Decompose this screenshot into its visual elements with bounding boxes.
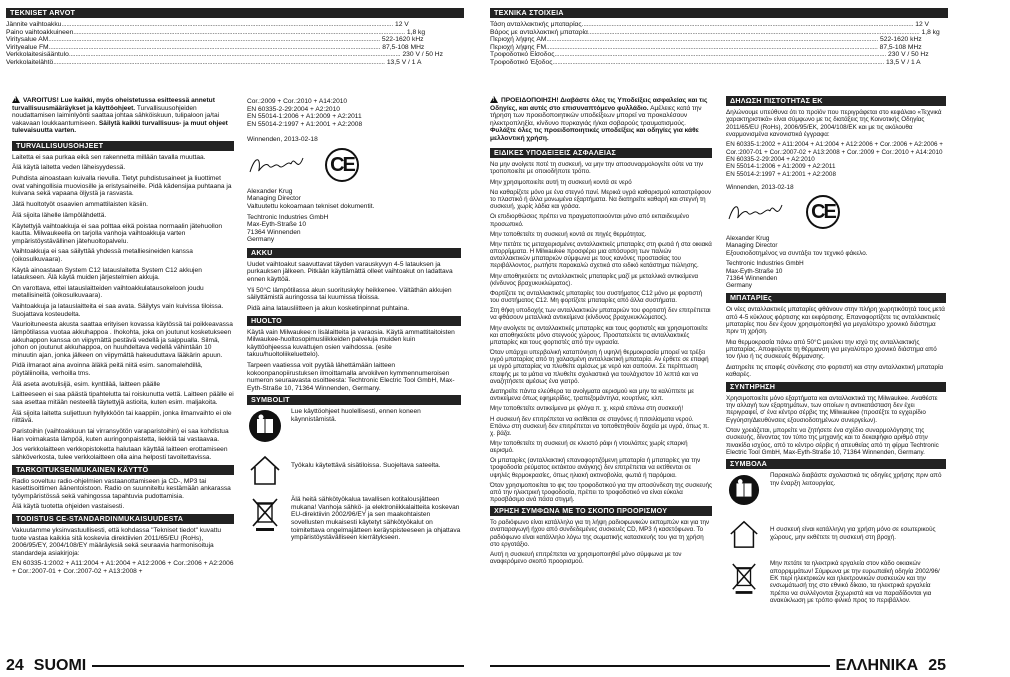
spec-row — [490, 51, 948, 59]
spec-label: Verkkolaitesisääntulo — [6, 51, 69, 59]
spec-row — [490, 44, 948, 52]
safety-paragraph: Käytettyjä vaihtoakkuja ei saa polttaa eikä poistaa normaalin jätehuollon kautta. Milwaukeella on tarjolla vanhoja vaihtoakkuja varten ympäristöystävällinen jätehuoltopalvelu. — [12, 222, 223, 245]
address-line-gr: 71364 Winnenden — [726, 274, 778, 282]
warning-block-gr — [490, 96, 712, 142]
spec-value: 12 V — [915, 21, 930, 28]
signer-gr: Alexander Krug Managing Director — [726, 235, 778, 250]
safety-paragraph-gr: Μην τοποθετείτε τη συσκευή κοντά σε πηγές θερμότητας. — [490, 230, 647, 238]
indoor-house-icon — [247, 452, 283, 488]
address — [247, 214, 461, 244]
battery-text-gr-3: Διατηρείτε τις επαφές σύνδεσης στο φορτιστή και στην ανταλλακτική μπαταρία καθαρές. — [726, 363, 944, 379]
signer: Alexander Krug Managing Director — [247, 187, 301, 203]
spec-row — [6, 36, 464, 44]
symbol-text-weee: Älä heitä sähkötyökalua tavallisen kotitalousjätteen mukana! Vanhoja sähkö- ja elektroniikkalaitteita koskevan EU-direktiivin 2002/96/EY ja sen maakohtaisten sovellusten mukaisesti käytetyt sähkötyökalut on toimitettava ongelmajätteen keräyspisteeseen ja ohjattava ympäristöystävälliseen kierrätykseen. — [291, 496, 461, 542]
warning-body: Turvallisuusohjeiden noudattamisen laiminlyönti saattaa johtaa sähköiskuun, tulipaloon ja/tai vakavaan loukkaantumiseen. — [12, 104, 220, 127]
intended-use-block-gr — [490, 519, 712, 565]
symbol-text-manual: Lue käyttöohjeet huolellisesti, ennen koneen käynnistämistä. — [291, 408, 421, 423]
safety-paragraph: Vaihtoakkuja ja latauslaitteita ei saa avata. Säilytys vain kuivissa tiloissa. Suojattava kosteudelta. — [12, 303, 224, 318]
maintenance-text-1: Käytä vain Milwaukee:n lisälaitteita ja varaosia. Käytä ammattitaitoisten Milwaukee-huoltosopimusliikkeiden palveluja muiden kuin käyttöohjeessa kuvattujen osien vaihdossa. (esite takuu/huoltoliikeluettelo). — [247, 328, 455, 359]
symbols-heading-gr: ΣΥΜΒΟΛΑ — [726, 459, 946, 469]
safety-paragraph-gr: Να μην ανοίγετε ποτέ τη συσκευή, να μην την αποσυναρμολογείτε ούτε να την τροποποιείτε με οποιοδήποτε τρόπο. — [490, 161, 704, 176]
symbol-row-manual-gr — [726, 472, 946, 508]
right-page — [490, 8, 948, 656]
safety-heading: TURVALLISUUSOHJEET — [12, 141, 234, 151]
left-column-2 — [247, 98, 461, 550]
spec-dots: ........................................................................................................................................................................................................ — [546, 36, 878, 44]
address-line-gr: Techtronic Industries GmbH — [726, 260, 804, 268]
safety-paragraph: Jos verkkolaitteen verkkopistoketta halutaan käyttää laitteen erottamiseen sähköverkosta, tulee verkkolaitteen olla aina helposti tavoitettavissa. — [12, 446, 228, 461]
footer-rule-left — [50, 665, 464, 667]
battery-heading-gr: ΜΠΑΤΑΡΙΕς — [726, 293, 946, 303]
footer-right — [830, 656, 946, 675]
address-line: 71364 Winnenden — [247, 228, 301, 236]
crossed-bin-icon-gr — [726, 560, 762, 596]
spec-dots: ........................................................................................................................................................................................................ — [53, 58, 385, 66]
ce-text: Vakuutamme yksinvastuullisesti, että kohdassa "Tekniset tiedot" kuvattu tuote vastaa kaikkia sitä koskevia direktiivien 2011/65/EU (RoHs), 2006/95/EY, 2004/108/EY määräyksiä sekä seuraavia harmonisoituja standardeja asiakirjoja: — [12, 527, 222, 557]
spec-dots: ........................................................................................................................................................................................................ — [552, 58, 885, 66]
safety-paragraph-gr: Μην ανοίγετε τις ανταλλακτικές μπαταρίες και τους φορτιστές και χρησιμοποιείτε και αποθηκεύετε μόνο στεγνούς χώρους. Προστατεύετε τις ανταλλακτικές μπαταρίες και τους φορτιστές από την υγρασία. — [490, 324, 708, 346]
safety-paragraph-gr: Οι επιδιορθώσεις πρέπει να πραγματοποιούνται μόνο από εκπαιδευμένο προσωπικό. — [490, 213, 690, 228]
safety-paragraph-gr: Μην τοποθετείτε αντικείμενα με φλόγα π. χ. κεριά επάνω στη συσκευή! — [490, 405, 684, 413]
battery-heading: AKKU — [247, 248, 461, 258]
ce-standard-line: Cor.:2009 + Cor.:2010 + A14:2010 — [247, 98, 348, 105]
safety-paragraph: Älä sijoita lähelle lämpölähdettä. — [12, 211, 107, 219]
ce-mark-icon-gr: CE — [806, 195, 840, 229]
maintenance-text-gr-1: Χρησιμοποιείτε μόνο εξαρτήματα και ανταλλακτικά της Milwaukee. Αναθέστε την αλλαγή των εξαρτημάτων, των οποίων η αντικατάσταση δεν έχει περιγραφεί, σ' ένα κέντρο σέρβις της Milwaukee (προσέξτε το εγχειρίδιο Εγγύηση/Διευθύνσεις εξουσιοδοτημένων συνεργείων). — [726, 394, 938, 424]
safety-paragraph: Älä aseta avotulisijä, esim. kynttilää, laitteen päälle — [12, 380, 161, 388]
spec-value: 13,5 V / 1 A — [886, 58, 921, 66]
warning-tail-gr: Φυλάξτε όλες τις προειδοποιητικές υποδείξεις και οδηγίες για κάθε μελλοντική χρήση. — [490, 127, 699, 142]
signature-row — [247, 148, 461, 182]
safety-paragraph-gr: Να καθαρίζετε μόνο με ένα στεγνό πανί. Μερικά υγρά καθαρισμού καταστρέφουν το πλαστικό ή άλλα μονωμένα εξαρτήματα. Να διατηρείτε καθαρή και στεγνή τη συσκευή, χωρίς λάδια και γράσα. — [490, 188, 712, 211]
intended-use-heading-gr: ΧΡΗΣΗ ΣΥΜΦΩΝΑ ΜΕ ΤΟ ΣΚΟΠΟ ΠΡΟΟΡΙΣΜΟΥ — [490, 506, 712, 516]
symbol-row-indoor — [247, 452, 461, 488]
signature-image — [247, 152, 307, 178]
symbol-text-weee-gr: Μην πετάτε τα ηλεκτρικά εργαλεία στον κάδο οικιακών απορριμμάτων! Σύμφωνα με την ευρωπαϊκή οδηγία 2002/96/ ΕΚ περί ηλεκτρικών και ηλεκτρονικών συσκευών και την ενσωμάτωσή της στο εθνικό δίκαιο, τα ηλεκτρικά εργαλεία πρέπει να συλλέγονται ξεχωριστά και να παραδίδονται για ανακύκλωση με τρόπο φιλικό προς το περιβάλλον. — [770, 560, 940, 604]
safety-paragraph-gr: Μην αποθηκεύετε τις ανταλλακτικές μπαταρίες μαζί με μεταλλικά αντικείμενα (κίνδυνος βραχυκυκλώματος). — [490, 272, 699, 287]
safety-paragraph: Vaurioituneesta akusta saattaa erityisen kovassa käytössä tai poikkeavassa lämpötilassa vuotaa akkuhappoa . Ihokohta, joka on joutunut kosketukseen akkuhappon kanssa on viipymättä pestävä vedellä ja saippualla. Silmä, johon on joutunut akkuhappoa, on huuhdeltava vedellä vähintään 10 minuutin ajan, jonka jälkeen on viipymättä hakeuduttava lääkärin apuun. — [12, 321, 233, 359]
intended-use-text: Radio soveltuu radio-ohjelmien vastaanottamiseen ja CD-, MP3 tai kasettisoittimen äänentoistoon. Radio on suunniteltu kestämään ankarassa työympäristössä sekä vahingossa tapahtuvia pudottamisia. — [12, 477, 231, 500]
symbol-text-manual-gr: Παρακαλώ διαβάστε σχολαστικά τις οδηγίες χρήσης πριν από την έναρξη λειτουργίας. — [770, 472, 942, 487]
safety-list — [12, 154, 234, 462]
maintenance-heading: HUOLTO — [247, 316, 461, 326]
ce-standards-gr — [726, 141, 946, 177]
intended-use-text-gr: Το ραδιόφωνο είναι κατάλληλο για τη λήψη ραδιοφωνικών εκπομπών και για την αναπαραγωγή ήχου από συνδεδεμένες συσκευές CD, MP3 ή κασετόφωνα. Το ραδιόφωνο είναι κατάλληλο λόγω της σωματικής κατασκευής του για τη χρήση στο εργοτάξιο. — [490, 519, 710, 548]
spec-dots: ........................................................................................................................................................................................................ — [546, 43, 878, 51]
safety-paragraph-gr: Μην τοποθετείτε τη συσκευή σε κλειστό ράφι ή ντουλάπες χωρίς επαρκή αερισμό. — [490, 440, 688, 455]
spec-row — [490, 21, 948, 29]
authorized-text-gr: Εξουσιοδοτημένος να συντάξει τον τεχνικό φάκελο. — [726, 249, 868, 257]
spec-label: Verkkolaitelähtö — [6, 58, 54, 66]
spec-label: Περιοχή λήψης AM — [490, 36, 547, 44]
spec-label: Τροφοδοτικό Είσοδος — [490, 51, 555, 59]
spec-row — [6, 51, 464, 59]
battery-text-gr-2: Μια θερμοκρασία πάνω από 50°C μειώνει την ισχύ της ανταλλακτικής μπαταρίας. Αποφεύγετε τη θέρμανση για μεγαλύτερο χρονικό διάστημα από τον ήλιο ή τις συσκευές θέρμανσης. — [726, 338, 937, 361]
safety-list-gr — [490, 161, 712, 503]
safety-paragraph: Vaihtoakkuja ei saa säilyttää yhdessä metalliesineiden kanssa (oikosulkuvaara). — [12, 248, 193, 263]
language-label-left: SUOMI — [34, 657, 92, 675]
ce-text-gr: Δηλώνουμε υπεύθυνα ότι το προϊόν που περιγράφεται στο κεφάλαιο «Τεχνικά χαρακτηριστικά» είναι σύμφωνο με τις διατάξεις της Κοινοτικής Οδηγίας 2011/65/EU (RoHs), 2006/95/EK, 2004/108/EK και με τις ακόλουθα εναρμονισμένα κανονιστικά έγγραφα: — [726, 109, 942, 138]
address-gr — [726, 260, 946, 289]
safety-paragraph: Paristoihin (vaihtoakkuun tai virransyötön varaparistoihin) ei saa kohdistua liian voimakasta lämpöä, kuten auringonpaistetta, liekkiä tai vastaavaa. — [12, 427, 229, 443]
maintenance-text-gr-2: Όταν χρειάζεται, μπορείτε να ζητήσετε ένα σχέδιο συναρμολόγησης της συσκευής, δίνοντας τον τύπο της μηχανής και το δεκαψήφιο αριθμό στην πινακίδα ισχύος, από το κέντρο σέρβις ή απευθείας από τη φίρμα Techtronic Electric Tool GmbH, Max-Eyth-Straße 10, 71364 Winnenden, Germany. — [726, 427, 939, 456]
safety-paragraph-gr: Φορτίζετε τις ανταλλακτικές μπαταρίες του συστήματος C12 μόνο με φορτιστή του συστήματος C12. Μη φορτίζετε μπαταρίες από άλλα συστήματα. — [490, 290, 703, 305]
spec-label: Βάρος με ανταλλακτική μπαταρία — [490, 28, 588, 36]
warning-body-gr: Αμέλειες κατά την τήρηση των προειδοποιητικών υποδείξεων μπορεί να προκαλέσουν ηλεκτροπληξία, κίνδυνο πυρκαγιάς ή/και σοβαρούς τραυματισμούς. — [490, 104, 702, 127]
spec-value: 230 V / 50 Hz — [888, 51, 929, 59]
authorized-text: Valtuutettu kokoamaan tekniset dokumentit. — [247, 202, 375, 210]
spec-row — [6, 59, 464, 67]
spec-label: Paino vaihtoakkuineen — [6, 28, 74, 36]
crossed-bin-icon — [247, 496, 283, 532]
spec-dots: ........................................................................................................................................................................................................ — [48, 43, 381, 51]
spec-dots: ........................................................................................................................................................................................................ — [73, 28, 405, 36]
ce-standard-line: EN 55014-2:1997 + A1:2001 + A2:2008 — [247, 120, 363, 128]
symbol-row-weee — [247, 496, 461, 541]
address-line: Max-Eyth-Straße 10 — [247, 221, 306, 229]
footer-rule-right — [490, 665, 874, 667]
date-place: Winnenden, 2013-02-18 — [247, 136, 318, 144]
spec-dots: ........................................................................................................................................................................................................ — [48, 36, 380, 44]
safety-paragraph: Älä sijoita laitetta suljettuun hyllykköön tai kaappiin, jonka ilmanvaihto ei ole riittävä. — [12, 409, 232, 425]
safety-paragraph-gr: Όταν υπάρχει υπερβολική καταπόνηση ή υψηλή θερμοκρασία μπορεί να τρέξει υγρό μπαταρίας από τη χαλασμένη ανταλλακτική μπαταρία. Αν έρθετε σε επαφή με υγρό μπαταρίας να πλυθείτε αμέσως με νερό και σαπούνι. Σε περίπτωση επαφής με τα μάτια να πλυθείτε σχολαστικά για τουλάχιστον 10 λεπτά και να αναζητήσετε αμέσως ένα γιατρό. — [490, 349, 709, 385]
warning-lead-gr: ΠΡΟΕΙΔΟΠΟΙΗΣΗ! Διαβάστε όλες τις Υποδείξεις ασφαλείας και τις Οδηγίες, και αυτές στο επισυναπτόμενο φυλλάδιο. — [490, 97, 708, 112]
spec-value: 87,5-108 MHz — [879, 43, 922, 51]
ce-mark-icon: CE — [325, 148, 359, 182]
safety-paragraph-gr: Η συσκευή δεν επιτρέπεται να εκτίθεται σε σταγόνες ή πιτσιλίσματα νερού. Επάνω στη συσκευή δεν επιτρέπεται να τοποθετηθούν δοχεία με υγρά, όπως π. χ. βάζα. — [490, 415, 709, 437]
safety-paragraph: Jätä huoltotyöt osaavien ammattilaisten käsiin. — [12, 201, 148, 209]
spec-value: 522-1620 kHz — [381, 36, 424, 44]
intended-use-text-gr-2: Αυτή η συσκευή επιτρέπεται να χρησιμοποιηθεί μόνο σύμφωνα με τον αναφερόμενο σκοπό προορισμού. — [490, 550, 682, 565]
symbol-text-indoor-gr: Η συσκευή είναι κατάλληλη για χρήση μόνο σε εσωτερικούς χώρους, μην εκθέτετε τη συσκευή στη βροχή. — [770, 526, 936, 541]
footer-left — [6, 656, 92, 675]
safety-paragraph-gr: Στη θήκη υποδοχής των ανταλλακτικών μπαταριών του φορτιστή δεν επιτρέπεται να φθάσουν μεταλλικά αντικείμενα (κίνδυνος βραχυκυκλώματος). — [490, 307, 711, 322]
ce-heading-gr: ΔΗΛΩΣΗ ΠΙΣΤΟΤΗΤΑΣ ΕΚ — [726, 96, 946, 106]
safety-heading-gr: ΕΙΔΙΚΕΣ ΥΠΟΔΕΙΞΕΙΣ ΑΣΦΑΛΕΙΑΣ — [490, 148, 712, 158]
safety-paragraph: On varottava, ettei latauslaitteiden vaihtoakkulatausokeloon joudu metallisineitä (oikosulkuvaara). — [12, 284, 204, 300]
language-label-right: ΕΛΛΗΝΙΚΑ — [830, 657, 919, 675]
ce-standard-line-gr: EN 55014-2:1997 + A1:2001 + A2:2008 — [726, 170, 836, 178]
safety-paragraph-gr: Οι μπαταρίες (ανταλλακτική επαναφορτιζόμενη μπαταρία ή μπαταρίες για την τροφοδοσία ρεύματος εκτάκτου ανάγκης) δεν επιτρέπεται να εκτίθενται σε υψηλές θερμοκρασίες, όπως ηλιακή ακτινοβολία, φωτιά ή παρόμοια. — [490, 457, 701, 479]
left-page — [6, 8, 464, 656]
signature-image-gr — [726, 199, 786, 225]
battery-text-gr-1: Οι νέες ανταλλακτικές μπαταρίες φθάνουν στην πλήρη χωρητικότητά τους μετά από 4-5 κύκλους φόρτισης και εκφόρτισης. Επαναφορτίζετε τις ανταλλακτικές μπαταρίες που δεν έχουν χρησιμοποιηθεί για μεγαλύτερο χρονικό διάστημα πριν τη χρήση. — [726, 306, 945, 336]
ce-standard-line-gr: EN 55014-1:2006 + A1:2009 + A2:2011 — [726, 163, 836, 171]
spec-dots: ........................................................................................................................................................................................................ — [581, 21, 914, 28]
page-number-left: 24 — [6, 656, 24, 674]
battery-text-3: Pidä aina latausliitteen ja akun kosketinpinnat puhtaina. — [247, 304, 410, 312]
spec-row — [6, 44, 464, 52]
signature-row-gr — [726, 195, 946, 229]
ce-standard-line-gr: EN 60335-1:2002 + A11:2004 + A1:2004 + A12:2006 + Cor.:2006 + A2:2006 + Cor.:2007-01 + Cor.:2007-02 + A13:2008 + Cor.:2009 + Cor.:2010 + A14:2010 — [726, 141, 943, 156]
spec-value: 522-1620 kHz — [880, 36, 922, 44]
right-column-1 — [490, 96, 712, 568]
safety-paragraph: Käytä ainoastaan System C12 latauslaitetta System C12 akkujen lataukseen. Älä käytä muiden järjestelmien akkuja. — [12, 266, 202, 282]
maintenance-heading-gr: ΣΥΝΤΗΡΗΣΗ — [726, 382, 946, 392]
battery-text-1: Uudet vaihtoakut saavuttavat täyden varauskyvyn 4-5 latauksen ja purkauksen jälkeen. Pitkään käyttämättä olleet vaihtoakut on ladattava ennen käyttöä. — [247, 260, 453, 283]
safety-paragraph: Älä käytä laitetta veden läheisyydessä. — [12, 164, 126, 172]
left-column-1 — [12, 96, 234, 579]
spec-label: Περιοχή λήψης FM — [490, 43, 547, 51]
safety-paragraph-gr: Όταν χρησιμοποιείται το φις του τροφοδοτικού για την αποσύνδεση της συσκευής από την ηλεκτρική τροφοδοσία, πρέπει το τροφοδοτικό να είναι εύκολα προσβάσιμο ανά πάσα στιγμή. — [490, 481, 712, 504]
safety-paragraph: Laitteeseen ei saa päästä tipahtelutta tai roiskunutta vettä. Laitteen päälle ei saa asettaa mitään nesteellä täytettyjä astioita, kuten esim. maljakoita. — [12, 391, 234, 406]
right-column-2 — [726, 96, 946, 612]
spec-label: Jännite vaihtoakku — [6, 21, 62, 28]
symbol-row-indoor-gr — [726, 516, 946, 552]
spec-value: 87,5-108 MHz — [382, 43, 425, 51]
intended-use-text-2: Älä käytä tuotetta ohjeiden vastaisesti. — [12, 503, 125, 511]
safety-paragraph-gr: Μην πετάτε τις μεταχειρισμένες ανταλλακτικές μπαταρίες στη φωτιά ή στα οικιακά απορρίμματα. Η Milwaukee προσφέρει μια απόσυρση των παλιών ανταλλακτικών μπαταριών σύμφωνα με τους κανόνες προστασίας του περιβάλλοντος, ρωτήστε παρακαλώ σχετικά στο ειδικό κατάστημα πώλησης. — [490, 241, 712, 270]
warning-tail: Säilytä kaikki turvallisuus- ja muut ohjeet tulevaisuutta varten. — [12, 119, 228, 135]
ce-standard-line: EN 60335-2-29:2004 + A2:2010 — [247, 105, 340, 113]
warning-lead: VAROITUS! Lue kaikki, myös oheistetussa esitteessä annetut turvallisuusmääräykset ja käyttöohjeet. — [12, 97, 215, 112]
symbol-text-indoor: Työkalu käytettävä sisätiloissa. Suojeltava sateelta. — [291, 462, 441, 470]
spec-label: Τάση ανταλλακτικής μπαταρίας — [490, 21, 582, 28]
read-manual-icon-gr — [726, 472, 762, 508]
spec-row — [6, 21, 464, 29]
spec-dots: ........................................................................................................................................................................................................ — [554, 51, 887, 59]
safety-paragraph: Laitetta ei saa purkaa eikä sen rakennetta millään tavalla muuttaa. — [12, 153, 206, 161]
spec-value: 1,8 kg — [921, 28, 940, 36]
maintenance-text-2: Tarpeen vaatiessa voit pyytää lähettämään laitteen kokoonpanopiirustuksen ilmoittamalla arvokilven kymmennumeroisen numeron seuraavasta osoitteesta: Techtronic Electric Tool GmbH, Max-Eyth-Straße 10, 71364 Winnenden, Germany. — [247, 361, 455, 392]
battery-text-2: Yli 50°C lämpötilassa akun suorituskyky heikkenee. Vältäthän akkujen säilyttämistä auringossa tai kuumissa tiloissa. — [247, 286, 452, 302]
address-line: Germany — [247, 236, 275, 244]
tech-data-heading-gr: ΤΕΧΝΙΚΑ ΣΤΟΙΧΕΙΑ — [490, 8, 948, 18]
spec-value: 1,8 kg — [406, 28, 426, 36]
spec-row — [490, 59, 948, 67]
warning-block — [12, 96, 234, 135]
spec-value: 12 V — [395, 21, 409, 28]
indoor-house-icon-gr — [726, 516, 762, 552]
spec-dots: ........................................................................................................................................................................................................ — [587, 28, 920, 36]
read-manual-icon — [247, 408, 283, 444]
spec-label: Virityealue FM — [6, 43, 49, 51]
address-line: Techtronic Industries GmbH — [247, 213, 329, 221]
address-line-gr: Germany — [726, 282, 752, 290]
tech-data-heading: TEKNISET ARVOT — [6, 8, 464, 18]
symbol-row-manual — [247, 408, 461, 444]
safety-paragraph: Puhdista ainoastaan kuivalla rievulla. Tietyt puhdistusaineet ja liuottimet ovat vahingollisia muoviosille ja eristysaineille. Pidä kädensijaa puhtaana ja kuivana sekä vapaana öljystä ja rasvasta. — [12, 175, 232, 198]
symbols-heading: SYMBOLIT — [247, 395, 461, 405]
spec-table — [6, 21, 464, 67]
spec-value: 13,5 V / 1 A — [386, 58, 422, 66]
date-place-gr: Winnenden, 2013-02-18 — [726, 183, 794, 191]
warning-icon — [12, 96, 20, 103]
intended-use-heading: TARKOITUKSENMUKAINEN KÄYTTÖ — [12, 465, 234, 475]
spec-row — [6, 29, 464, 37]
ce-standard-line-gr: EN 60335-2-29:2004 + A2:2010 — [726, 155, 815, 163]
spec-label: Τροφοδοτικό Έξοδος — [490, 58, 553, 66]
safety-paragraph: Pidä ilmaraot aina avoinna äläkä peitä niitä esim. sanomalehdillä, pöytäliinoilla, verhoilla tms. — [12, 362, 203, 377]
page-number-right: 25 — [928, 656, 946, 674]
spec-value: 230 V / 50 Hz — [402, 51, 443, 59]
ce-standard-line: EN 55014-1:2006 + A1:2009 + A2:2011 — [247, 113, 362, 121]
spec-label: Viritysalue AM — [6, 36, 49, 44]
spec-table-gr — [490, 21, 948, 67]
ce-heading: TODISTUS CE-STANDARDINMUKAISUUDESTA — [12, 514, 234, 524]
safety-paragraph-gr: Μην χρησιμοποιείτε αυτή τη συσκευή κοντά σε νερό — [490, 178, 632, 186]
spec-row — [490, 29, 948, 37]
warning-icon-gr — [490, 96, 498, 103]
spec-dots: ........................................................................................................................................................................................................ — [68, 51, 401, 59]
symbol-row-weee-gr — [726, 560, 946, 604]
ce-standards: EN 60335-1:2002 + A11:2004 + A1:2004 + A12:2006 + Cor.:2006 + A2:2006 + Cor.:2007-01 + Cor.:2007-02 + A13:2008 + — [12, 560, 234, 575]
address-line-gr: Max-Eyth-Straße 10 — [726, 267, 783, 275]
spec-row — [490, 36, 948, 44]
safety-paragraph-gr: Διατηρείτε πάντα ελεύθερα τα ανοίγματα αερισμού και μην τα καλύπτετε με αντικείμενα όπως εφημερίδες, τραπεζομάντηλα, κουρτίνες, κλπ. — [490, 387, 695, 402]
ce-standards-cont — [247, 98, 461, 128]
spec-dots: ........................................................................................................................................................................................................ — [61, 21, 394, 28]
